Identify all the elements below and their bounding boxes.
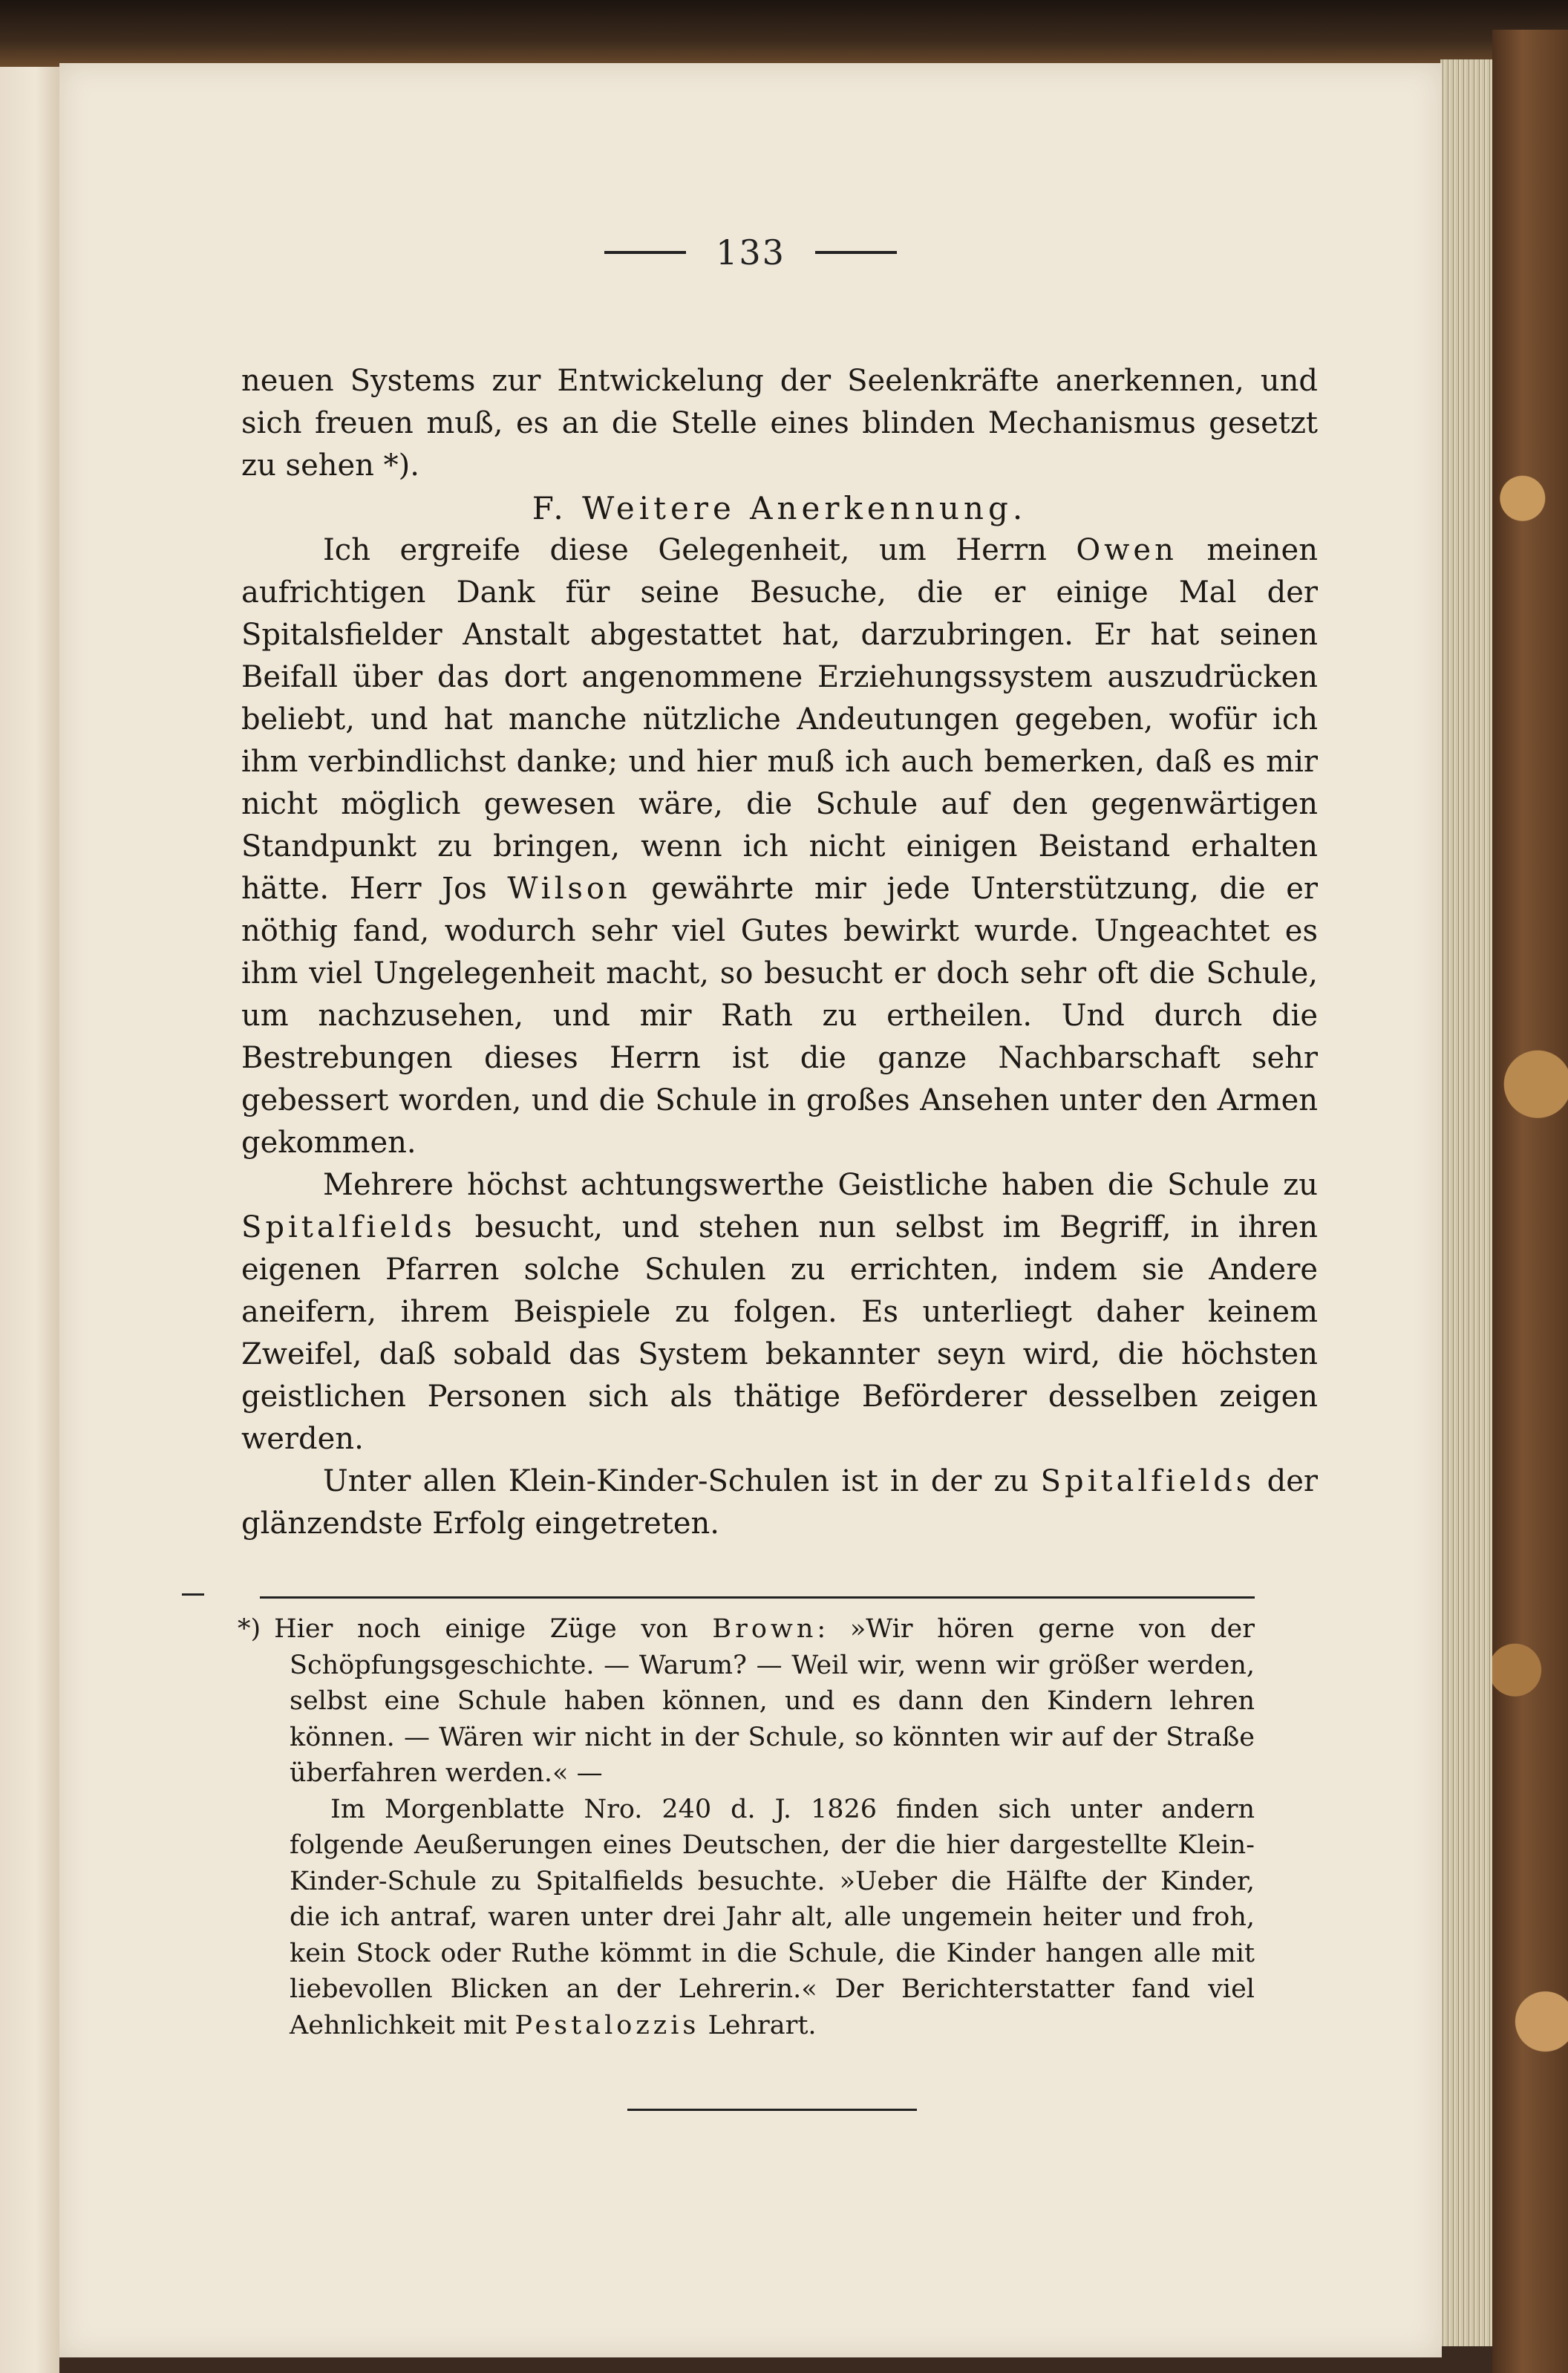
footnote-paragraph-1 [238, 1611, 1255, 1792]
end-rule [627, 2109, 917, 2111]
paragraph-clergy [241, 1164, 1318, 1460]
paragraph-text: der glänzendste Erfolg eingetreten. [241, 1464, 1318, 1541]
book-cover-top [0, 0, 1568, 67]
person-name-pestalozzi: Pestalozzis [514, 2010, 700, 2040]
section-heading: F. Weitere Anerkennung. [532, 490, 1028, 526]
person-name-wilson: Wilson [507, 872, 631, 906]
page-block-edges [1440, 59, 1492, 2346]
paragraph-success [241, 1460, 1318, 1545]
place-name: Spitalfields [241, 1210, 456, 1244]
footnote-text: Hier noch einige Züge von [274, 1614, 713, 1644]
running-head [59, 223, 1442, 282]
footnote-rule-stub [182, 1593, 204, 1596]
footnote-text: : »Wir hören gerne von der Schöpfungsgeschichte. — Warum? — Weil wir, wenn wir größer werden, selbst eine Schule haben können, und es dann den Kindern lehren können. — Wären wir nicht in der Schule, so könnten wir auf der Straße überfahren werden.« — [290, 1614, 1255, 1788]
place-name: Spitalfields [1040, 1464, 1255, 1498]
person-name-brown: Brown [712, 1614, 817, 1644]
footnote-paragraph-2 [290, 1792, 1255, 2044]
paragraph-gratitude [241, 529, 1318, 1164]
intro-paragraph: neuen Systems zur Entwickelung der Seelenkräfte anerkennen, und sich freuen muß, es an die Stelle eines blinden Mechanismus gesetzt zu sehen *). [241, 364, 1318, 483]
marbled-cover-edge [1492, 30, 1568, 2373]
footnote-block [238, 1611, 1255, 2043]
ornament-dash-left [604, 251, 686, 254]
footnote-rule [260, 1596, 1255, 1599]
ornament-dash-right [815, 251, 897, 254]
paragraph-text: besucht, und stehen nun selbst im Begriff, in ihren eigenen Pfarren solche Schulen zu errichten, indem sie Andere aneifern, ihrem Beispiele zu folgen. Es unterliegt daher keinem Zweifel, daß sobald das System bekannter seyn wird, die höchsten geistlichen Personen sich als thätige Beförderer desselben zeigen werden. [241, 1210, 1318, 1456]
paragraph-text: gewährte mir jede Unterstützung, die er nöthig fand, wodurch sehr viel Gutes bewirkt wurde. Ungeachtet es ihm viel Ungelegenheit macht, so besucht er doch sehr oft die Schule, um nachzusehen, und mir Rath zu ertheilen. Und durch die Bestrebungen dieses Herrn ist die ganze Nachbarschaft sehr gebessert worden, und die Schule in großes Ansehen unter den Armen gekommen. [241, 872, 1318, 1160]
facing-page-edge [0, 67, 59, 2373]
paragraph-text: Mehrere höchst achtungswerthe Geistliche haben die Schule zu [323, 1168, 1318, 1202]
footnote-text: Lehrart. [699, 2010, 817, 2040]
paragraph-text: Ich ergreife diese Gelegenheit, um Herrn [323, 533, 1077, 567]
main-text [241, 360, 1318, 1545]
person-name-owen: Owen [1076, 533, 1177, 567]
paragraph-text: Unter allen Klein-Kinder-Schulen ist in der zu [323, 1464, 1041, 1498]
paragraph-text: meinen aufrichtigen Dank für seine Besuche, die er einige Mal der Spitalsfielder Anstalt abgestattet hat, darzubringen. Er hat seinen Beifall über das dort angenommene Erziehungssystem auszudrücken beliebt, und hat manche nützliche Andeutungen gegeben, wofür ich ihm verbindlichst danke; und hier muß ich auch bemerken, daß es mir nicht möglich gewesen wäre, die Schule auf den gegenwärtigen Standpunkt zu bringen, wenn ich nicht einigen Beistand erhalten hätte. Herr Jos [241, 533, 1318, 906]
page-number: 133 [716, 232, 785, 272]
footnote-text: Im Morgenblatte Nro. 240 d. J. 1826 finden sich unter andern folgende Aeußerungen eines Deutschen, der die hier dargestellte Klein-Kinder-Schule zu Spitalfields besuchte. »Ueber die Hälfte der Kinder, die ich antraf, waren unter drei Jahr alt, alle ungemein heiter und froh, kein Stock oder Ruthe kömmt in die Schule, die Kinder hangen alle mit liebevollen Blicken an der Lehrerin.« Der Berichterstatter fand viel Aehnlichkeit mit [290, 1794, 1255, 2040]
footnote-marker: *) [238, 1614, 261, 1644]
